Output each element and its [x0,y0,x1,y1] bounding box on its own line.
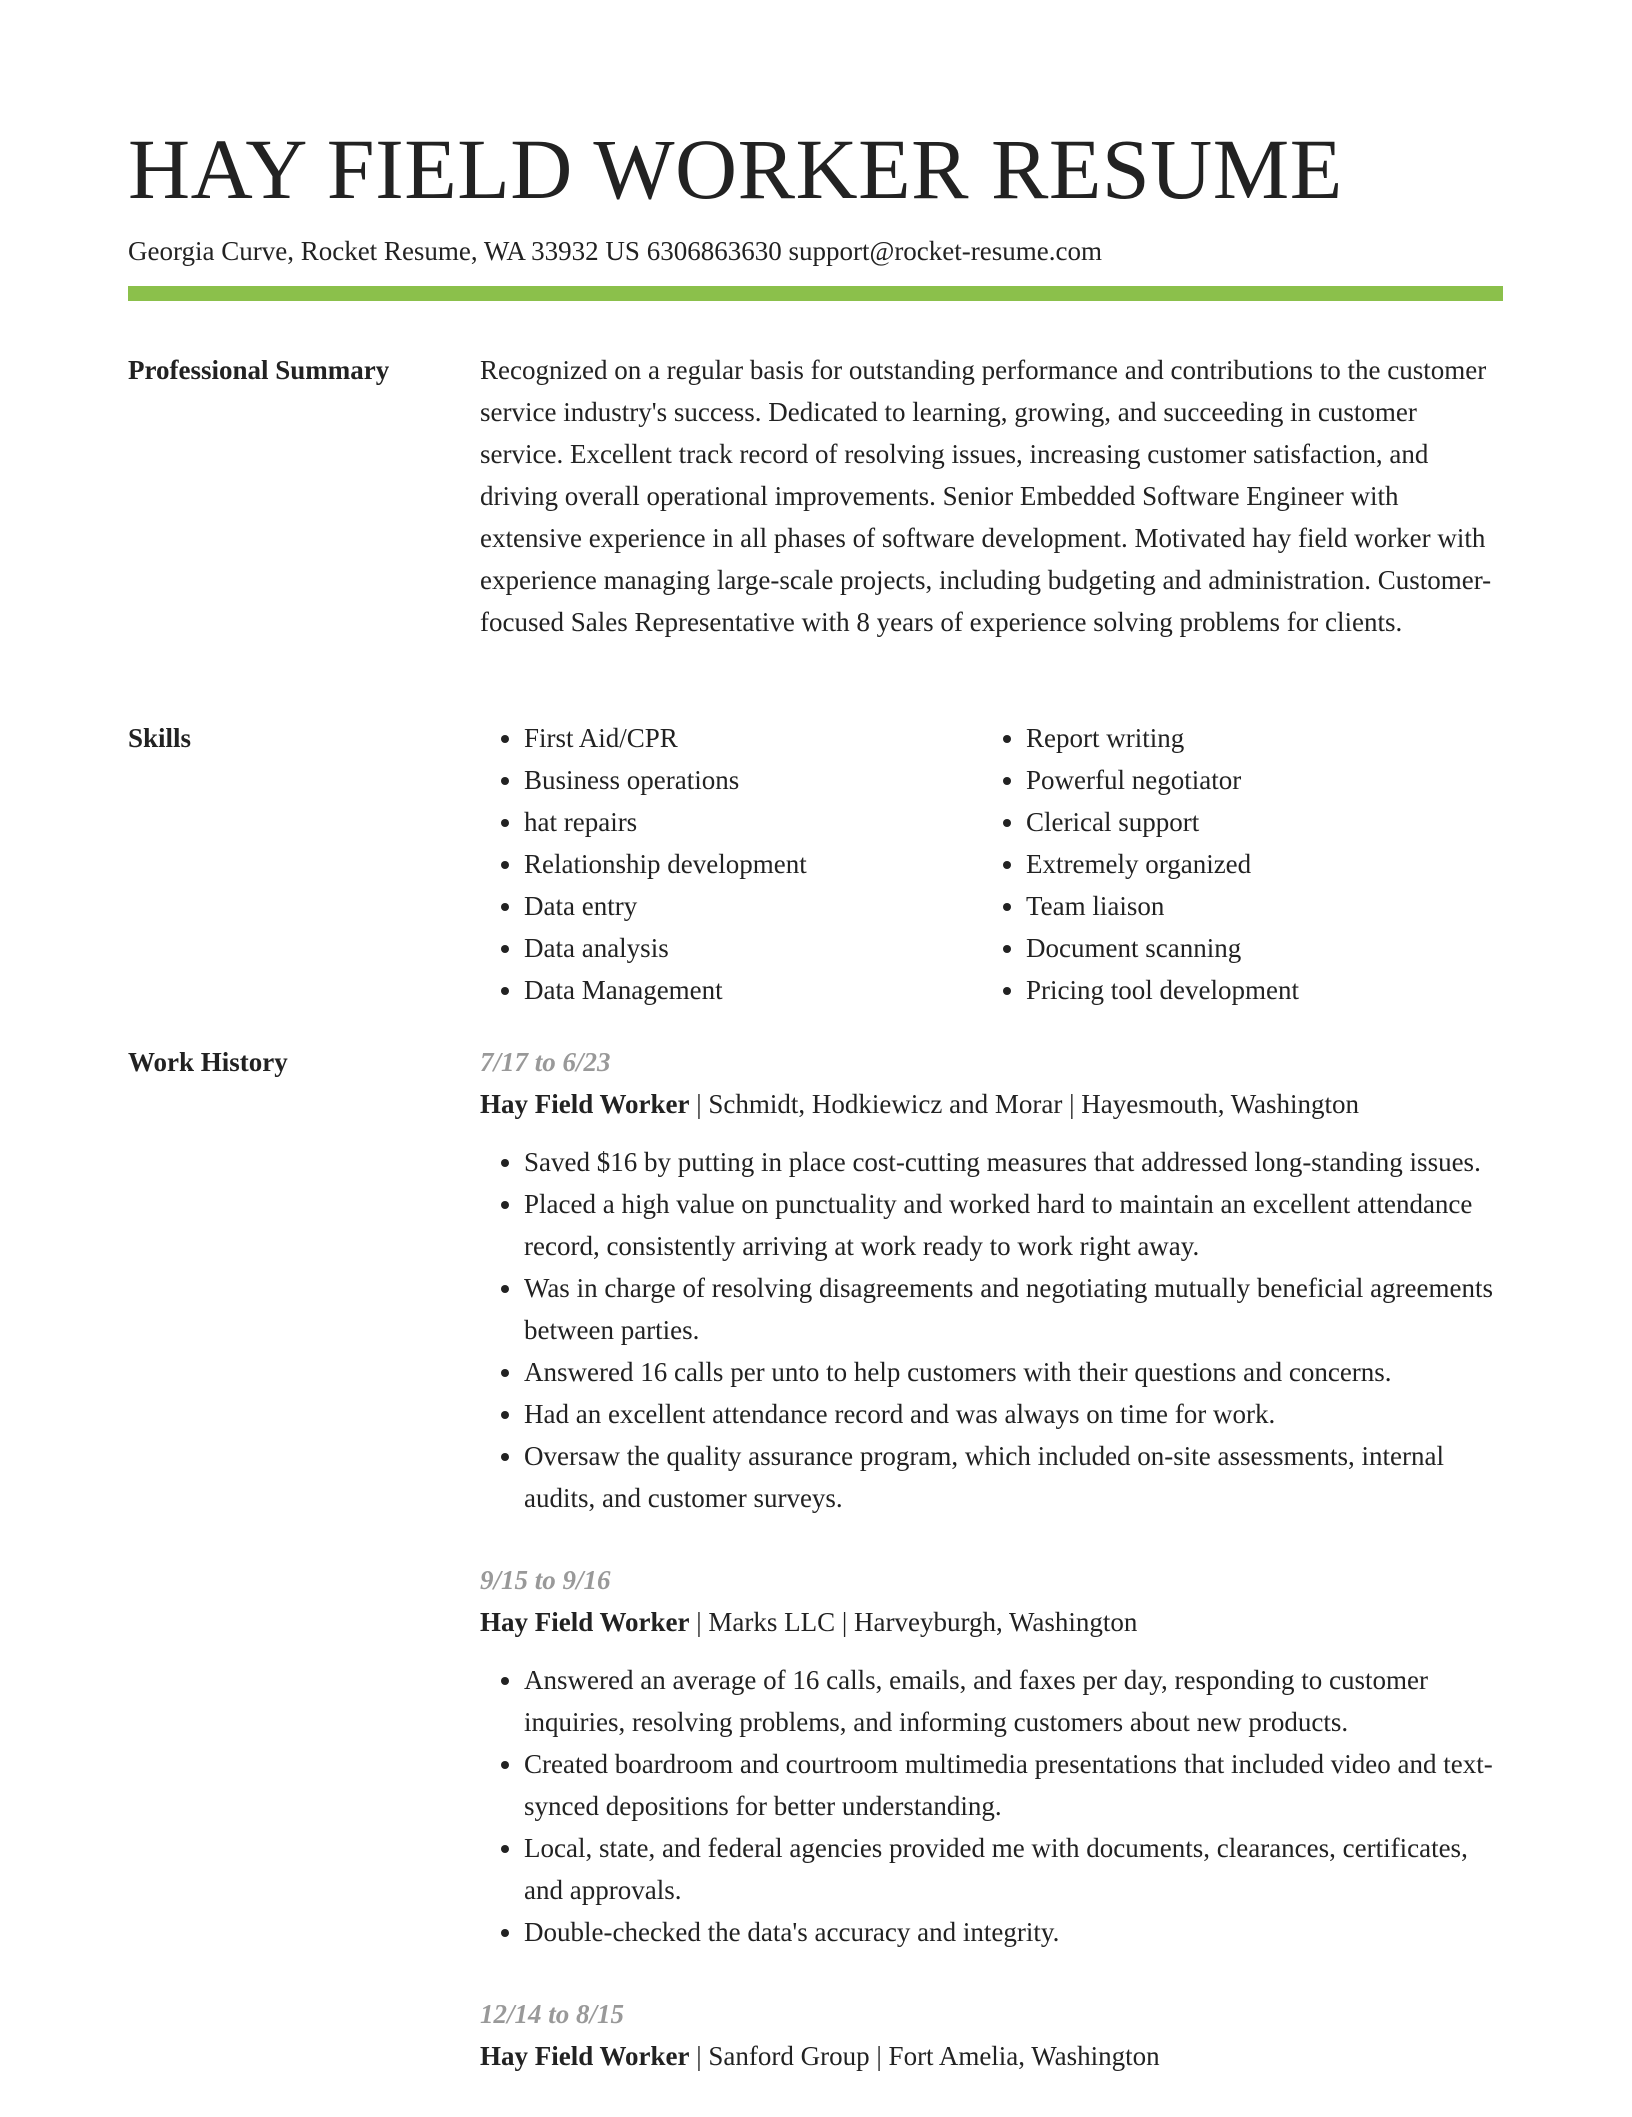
job-title: Hay Field Worker [480,1607,690,1637]
summary-heading: Professional Summary [128,355,390,385]
job-bullets [480,1659,1504,1953]
skill-item: • Report writing [1026,717,1299,759]
skill-item: • Pricing tool development [1026,969,1299,1011]
contact-email: support@rocket-resume.com [788,236,1102,266]
skill-item: • Data analysis [524,927,807,969]
job-bullet: • Answered an average of 16 calls, emails, and faxes per day, responding to customer inquiries, resolving problems, and informing customers about new products. [524,1659,1504,1743]
summary-text: Recognized on a regular basis for outstanding performance and contributions to the customer service industry's success. Dedicated to learning, growing, and succeeding in customer service. Excellent track record of resolving issues, increasing customer satisfaction, and driving overall operational improvements. Senior Embedded Software Engineer with extensive experience in all phases of software development. Motivated hay field worker with experience managing large-scale projects, including budgeting and administration. Customer-focused Sales Representative with 8 years of experience solving problems for clients. [480,355,1492,637]
job-dates: 12/14 to 8/15 [480,1999,625,2029]
work-history-heading: Work History [128,1047,288,1077]
skill-item: • Data entry [524,885,807,927]
job-bullets [480,1141,1504,1519]
job-bullet: • Had an excellent attendance record and was always on time for work. [524,1393,1504,1435]
job-company: Sanford Group [708,2041,870,2071]
job-entry [480,1559,1504,1953]
header-divider [128,286,1503,301]
job-bullet: • Answered 16 calls per unto to help customers with their questions and concerns. [524,1351,1504,1393]
skill-item: • Extremely organized [1026,843,1299,885]
job-bullet: • Oversaw the quality assurance program, which included on-site assessments, internal audits, and customer surveys. [524,1435,1504,1519]
skills-list-right [982,717,1299,1011]
job-entry [480,1041,1504,1519]
job-title: Hay Field Worker [480,1089,690,1119]
job-location: Hayesmouth, Washington [1081,1089,1360,1119]
job-title-line: Hay Field Worker | Marks LLC | Harveyburgh, Washington [480,1607,1138,1637]
job-bullet: • Double-checked the data's accuracy and integrity. [524,1911,1504,1953]
job-bullet: • Created boardroom and courtroom multimedia presentations that included video and text-synced depositions for better understanding. [524,1743,1504,1827]
job-dates: 7/17 to 6/23 [480,1047,611,1077]
job-bullet: • Was in charge of resolving disagreements and negotiating mutually beneficial agreements between parties. [524,1267,1504,1351]
resume-title: HAY FIELD WORKER RESUME [128,121,1343,217]
job-title: Hay Field Worker [480,2041,690,2071]
skill-item: • Data Management [524,969,807,1011]
skill-item: • Document scanning [1026,927,1299,969]
job-bullet: • Local, state, and federal agencies provided me with documents, clearances, certificates, and approvals. [524,1827,1504,1911]
skill-item: • Clerical support [1026,801,1299,843]
job-entry [480,1993,1504,2077]
job-company: Marks LLC [708,1607,836,1637]
skills-list-left [480,717,807,1011]
work-history-list [480,1041,1504,2117]
contact-phone: 6306863630 [646,236,782,266]
job-location: Harveyburgh, Washington [854,1607,1138,1637]
skill-item: • First Aid/CPR [524,717,807,759]
skill-item: • hat repairs [524,801,807,843]
job-location: Fort Amelia, Washington [888,2041,1160,2071]
skill-item: • Powerful negotiator [1026,759,1299,801]
job-company: Schmidt, Hodkiewicz and Morar [708,1089,1063,1119]
job-bullet: • Saved $16 by putting in place cost-cutting measures that addressed long-standing issues. [524,1141,1504,1183]
skill-item: • Team liaison [1026,885,1299,927]
job-bullet: • Placed a high value on punctuality and worked hard to maintain an excellent attendance record, consistently arriving at work ready to work right away. [524,1183,1504,1267]
contact-address: Georgia Curve, Rocket Resume, WA 33932 US [128,236,640,266]
job-title-line: Hay Field Worker | Sanford Group | Fort Amelia, Washington [480,2041,1160,2071]
skill-item: • Relationship development [524,843,807,885]
job-dates: 9/15 to 9/16 [480,1565,611,1595]
skills-heading: Skills [128,723,192,753]
contact-line [128,230,1102,272]
job-title-line: Hay Field Worker | Schmidt, Hodkiewicz and Morar | Hayesmouth, Washington [480,1089,1360,1119]
skill-item: • Business operations [524,759,807,801]
